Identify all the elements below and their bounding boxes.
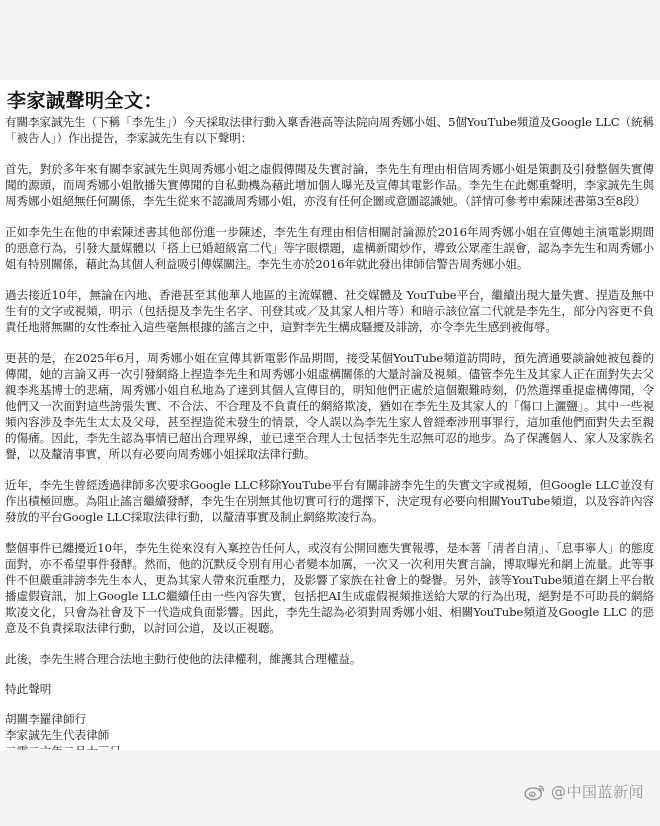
closing-line: 特此聲明 — [5, 682, 52, 696]
signature-firm: 胡關李羅律師行 — [5, 712, 87, 726]
document-title: 李家誠聲明全文： — [7, 90, 164, 112]
signature-role: 李家誠先生代表律師 — [5, 728, 110, 742]
paragraph-5: 近年，李先生曾經透過律師多次要求Google LLC移除YouTube平台有關誹謗李先生的失實文字或視頻，但Google LLC並沒有作出積極回應。為阻止謠言繼續發酵，李先生在別無其他切實可行的選擇下，決定現有必要向相關YouTube頻道，以及容許內容發放的平台Google LLC採取法律行動，以釐清事實及制止網絡欺凌行為。 — [5, 478, 654, 524]
photo-bottom-margin — [0, 750, 660, 826]
intro-paragraph: 有關李家誠先生（下稱「李先生」）今天採取法律行動入稟香港高等法院向周秀娜小姐、5個YouTube頻道及Google LLC（統稱「被告人」）作出提告，李家誠先生有以下聲明： — [5, 115, 654, 145]
watermark — [524, 781, 644, 802]
paragraph-6: 整個事件已纏擾近10年，李先生從來沒有入稟控告任何人，或沒有公開回應失實報導，是本著「清者自清」、「息事寧人」的態度面對，亦不希望事件發酵。然而，他的沉默反令別有用心者變本加厲，一次又一次利用失實言論，博取曝光和網上流量。此等事件不但嚴重誹謗李先生本人，更為其家人帶來沉重壓力，及影響了家族在社會上的聲譽。另外，該等YouTube頻道在網上平台散播虛假資訊，加上Google LLC繼續任由一些內容失實，包括把AI生成虛假視頻推送給大眾的行為出現，絕對是不可助長的網絡欺凌文化，只會為社會及下一代造成負面影響。因此，李先生認為必須對周秀娜小姐、相關YouTube頻道及Google LLC 的惡意及不負責採取法律行動，以討回公道，及以正視聽。 — [5, 541, 654, 635]
weibo-icon — [524, 783, 546, 801]
paragraph-7: 此後，李先生將合理合法地主動行使他的法律權利，維護其合理權益。 — [5, 652, 362, 666]
statement-document — [0, 80, 660, 750]
paragraph-1: 首先，對於多年來有關李家誠先生與周秀娜小姐之虛假傳聞及失實討論，李先生有理由相信周秀娜小姐是策劃及引發整個失實傳聞的源頭，而周秀娜小姐散播失實傳聞的自私動機為藉此增加個人曝光及宣傳其電影作品。李先生在此鄭重聲明，李家誠先生與周秀娜小姐絕無任何關係，李先生從來不認識周秀娜小姐，亦沒有任何企圖或意圖認識她。（詳情可參考申索陳述書第3至8段） — [5, 162, 654, 208]
paragraph-2: 正如李先生在他的申索陳述書其他部份進一步陳述，李先生有理由相信相關討論源於2016年周秀娜小姐在宣傳她主演電影期間的惡意行為，引發大量媒體以「搭上已婚超級富二代」等字眼標題，虛構新聞炒作，導致公眾產生誤會，認為李先生和周秀娜小姐有特別關係，藉此為其個人利益吸引傳媒關注。李先生亦於2016年就此發出律師信警告周秀娜小姐。 — [5, 225, 654, 271]
photo-top-margin — [0, 0, 660, 80]
watermark-text: @中国蓝新闻 — [550, 783, 644, 801]
paragraph-4: 更甚的是，在2025年6月，周秀娜小姐在宣傳其新電影作品期間，接受某個YouTube頻道訪問時，預先濟通要談論她被包養的傳聞，她的言論又再一次引發網絡上捏造李先生和周秀娜小姐虛構關係的大量討論及視頻。儘管李先生及其家人正在面對失去父親李兆基博士的悲痛，周秀娜小姐自私地為了達到其個人宣傳目的，明知他們正處於這個艱難時刻，仍然選擇重提虛構傳聞，令他們又一次面對這些誇張失實、不合法、不合理及不負責任的網絡欺凌，猶如在李先生及其家人的「傷口上灑鹽」。其中一些視頻內容涉及李先生太太及父母，甚至捏造從未發生的情景，令人誤以為李先生家人曾經牽涉刑事罪行，這加重他們面對失去至親的傷痛。因此，李先生認為事情已超出合理界線，並已達至合理人士包括李先生忍無可忍的地步。為了保護個人、家人及家族名譽，以及釐清事實，所以有必要向周秀娜小姐採取法律行動。 — [5, 351, 654, 461]
paragraph-3: 過去接近10年，無論在內地、香港甚至其他華人地區的主流媒體、社交媒體及 YouTube平台，繼續出現大量失實、捏造及無中生有的文字或視頻，明示（包括提及李先生名字、刊登其或／及其家人相片等）和暗示該位富二代就是李先生，部分內容更不負責任地將無關的女性牽扯入這些毫無根據的謠言之中，這對李先生構成騷擾及誹謗，亦令李先生感到被侮辱。 — [5, 288, 654, 334]
